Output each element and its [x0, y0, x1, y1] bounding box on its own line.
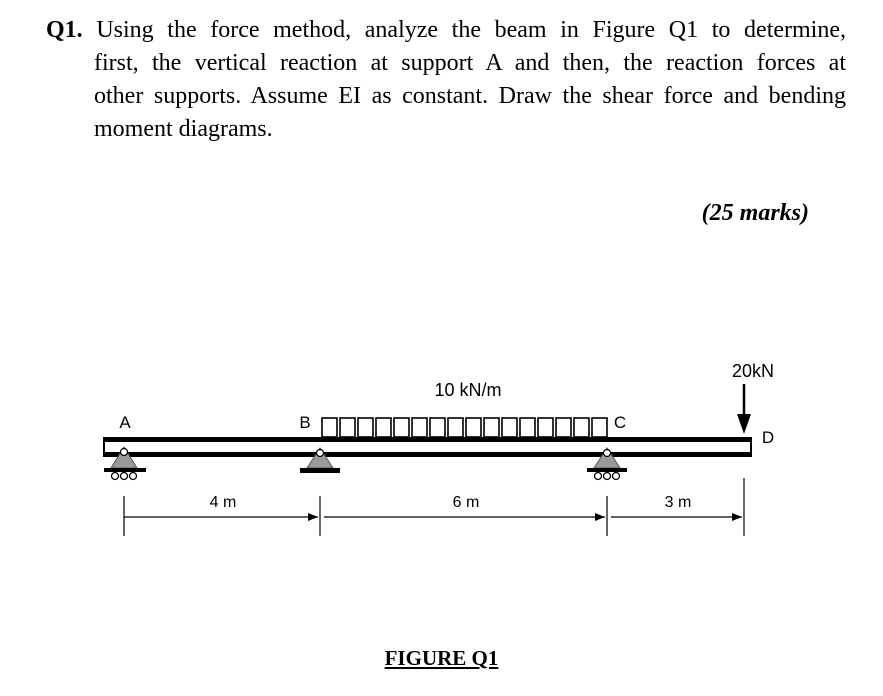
span-label-bc: 6 m: [452, 494, 480, 511]
span-label-ab: 4 m: [209, 494, 237, 511]
marks-label: (25 marks): [701, 200, 809, 226]
question-line-4: moment diagrams.: [94, 116, 273, 142]
pin-support-b: [300, 448, 340, 473]
point-label-c: C: [613, 413, 627, 432]
beam: [104, 437, 752, 457]
figure-caption: FIGURE Q1: [384, 646, 499, 670]
point-load-label: 20kN: [731, 361, 775, 381]
span-label-cd: 3 m: [664, 494, 692, 511]
point-label-a: A: [119, 413, 131, 432]
udl-label: 10 kN/m: [434, 380, 502, 400]
point-label-b: B: [299, 413, 311, 432]
question-line-2: first, the vertical reaction at support A and then, the reaction forces at: [94, 50, 846, 76]
roller-support-a: [104, 447, 146, 480]
point-label-d: D: [761, 428, 775, 447]
question-line-1: Q1. Using the force method, analyze the beam in Figure Q1 to determine,: [46, 17, 847, 43]
point-load-arrow: [737, 384, 751, 434]
question-line-3: other supports. Assume EI as constant. Draw the shear force and bending: [94, 83, 846, 109]
udl-load: [322, 418, 607, 437]
question-label: Q1.: [46, 17, 83, 43]
